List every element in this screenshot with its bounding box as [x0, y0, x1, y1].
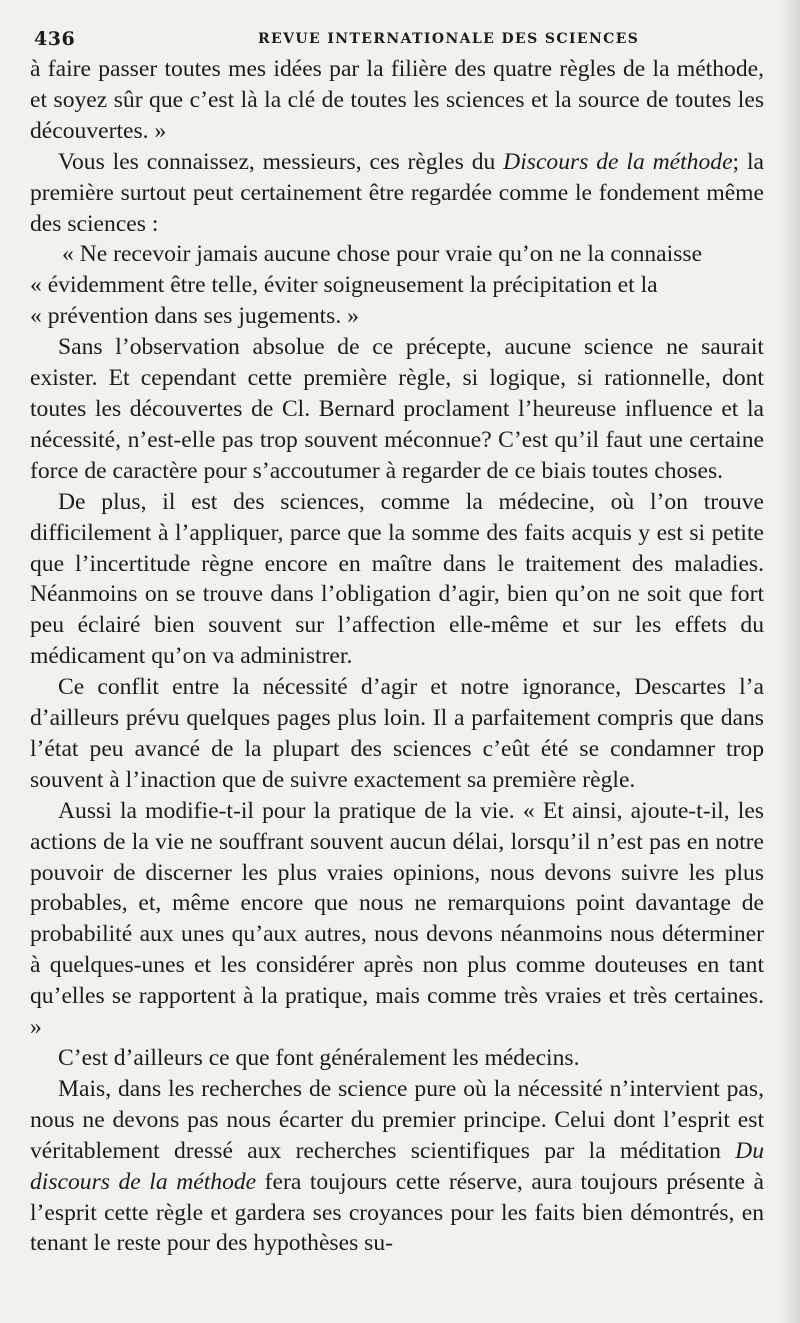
book-title-du-discours: Du discours de la méthode	[30, 1137, 764, 1195]
paragraph-5: Ce conflit entre la nécessité d’agir et notre ignorance, Descartes l’a d’ailleurs prévu quelques pages plus loin. Il a parfaitement compris que dans l’état peu avancé de la plupart des sciences c’eût été se condamner trop souvent à l’inaction que de suivre exactement sa première règle.	[30, 674, 764, 793]
book-title-discours: Discours de la méthode	[503, 148, 733, 175]
page-number: 436	[34, 28, 76, 50]
paragraph-4: De plus, il est des sciences, comme la médecine, où l’on trouve difficilement à l’appliquer, parce que la somme des faits acquis y est si petite que l’incertitude règne encore en maître dans le traitement des maladies. Néanmoins on se trouve dans l’obligation d’agir, bien qu’on ne soit que fort peu éclairé bien souvent sur l’affection elle-même et sur les effets du médicament qu’on va administrer.	[30, 488, 764, 670]
paragraph-8	[30, 1074, 764, 1259]
quote-line-1: « Ne recevoir jamais aucune chose pour vraie qu’on ne la connaisse	[62, 241, 703, 268]
running-head: REVUE INTERNATIONALE DES SCIENCES	[258, 31, 640, 47]
paragraph-3: Sans l’observation absolue de ce précepte, aucune science ne saurait exister. Et cependant cette première règle, si logique, si rationnelle, dont toutes les découvertes de Cl. Bernard proclament l’heureuse influence et la nécessité, n’est-elle pas trop souvent méconnue? C’est qu’il faut une certaine force de caractère pour s’accoutumer à regarder de ce biais toutes choses.	[30, 334, 764, 484]
page-header	[30, 22, 764, 54]
paragraph-7: C’est d’ailleurs ce que font généralement les médecins.	[58, 1045, 580, 1071]
body-text	[30, 54, 764, 1259]
paragraph-6: Aussi la modifie-t-il pour la pratique de la vie. « Et ainsi, ajoute-t-il, les actions de la vie ne souffrant souvent aucun délai, lorsqu’il n’est pas en notre pouvoir de discerner les plus vraies opinions, nous devons suivre les plus probables, et, même encore que nous ne remarquions point davantage de probabilité aux unes qu’aux autres, nous devons néanmoins nous déterminer à quelques-unes et les considérer après non plus comme douteuses en tant qu’elles se rapportent à la pratique, mais comme très vraies et très certaines. »	[30, 797, 764, 1041]
paragraph-8-text-a: Mais, dans les recherches de science pure où la nécessité n’intervient pas, nous ne devons pas nous écarter du premier principe. Celui dont l’esprit est véritablement dressé aux recherches scientifiques par la méditation	[30, 1075, 764, 1164]
paragraph-1: à faire passer toutes mes idées par la filière des quatre règles de la méthode, et soyez sûr que c’est là la clé de toutes les sciences et la source de toutes les découvertes. »	[30, 56, 764, 144]
paragraph-2	[30, 147, 764, 240]
quote-line-3: « prévention dans ses jugements. »	[30, 303, 359, 330]
paragraph-2-text-b: ; la première surtout peut certainement être regardée comme le fondement même des sciences :	[30, 148, 764, 237]
quote-line-2: « évidemment être telle, éviter soigneusement la précipitation et la	[30, 272, 658, 299]
paragraph-8-text-b: fera toujours cette réserve, aura toujours présente à l’esprit cette règle et gardera ses croyances pour les faits bien démontrés, en tenant le reste pour des hypothèses su-	[30, 1168, 764, 1257]
paragraph-2-text-a: Vous les connaissez, messieurs, ces règles du	[58, 148, 504, 175]
